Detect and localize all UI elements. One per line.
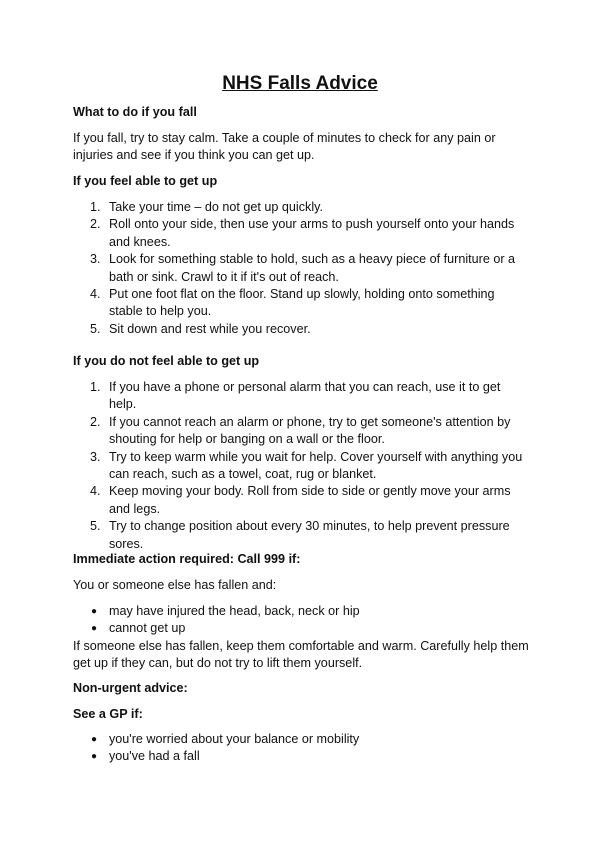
subheading-see-a-gp: See a GP if: [73,707,143,721]
list-item-text: may have injured the head, back, neck or hip [109,604,360,618]
list-item [73,414,523,449]
section-heading-call-999: Immediate action required: Call 999 if: [73,552,301,566]
list-item [73,748,523,765]
list-item-text: If you have a phone or personal alarm that you can reach, use it to get help. [109,380,501,412]
list-item [73,321,523,338]
list-item [73,620,523,637]
list-item [73,379,523,414]
list-item [73,216,523,251]
list-item [73,251,523,286]
list-item-text: Keep moving your body. Roll from side to side or gently move your arms and legs. [109,484,511,516]
list-number: 5. [90,519,101,534]
bullet-icon: ● [91,623,98,635]
section-heading-not-able-to-get-up: If you do not feel able to get up [73,354,260,368]
call-999-intro: You or someone else has fallen and: [73,578,277,592]
list-item-text: Try to change position about every 30 minutes, to help prevent pressure sores. [109,519,510,551]
list-item [73,518,523,553]
section-heading-non-urgent: Non-urgent advice: [73,681,188,695]
list-item [73,603,523,620]
list-number: 3. [90,252,101,267]
list-item-text: Look for something stable to hold, such as a heavy piece of furniture or a bath or sink. Crawl to it if it's out of reach. [109,252,516,284]
list-number: 2. [90,414,101,429]
list-number: 1. [90,380,101,394]
list-item-text: Take your time – do not get up quickly. [109,200,323,214]
section-heading-able-to-get-up: If you feel able to get up [73,174,218,188]
list-number: 4. [90,287,101,302]
list-item [73,286,523,321]
list-item-text: you've had a fall [109,749,200,764]
bullet-icon: ● [91,734,98,745]
list-item [73,483,523,518]
list-call-999 [73,603,523,638]
section-text-what-to-do: If you fall, try to stay calm. Take a couple of minutes to check for any pain or injuries and see if you think you can get up. [73,131,496,163]
list-not-able-to-get-up [73,379,523,553]
bullet-icon: ● [91,606,98,617]
list-item-text: If you cannot reach an alarm or phone, try to get someone's attention by shouting for help or banging on a wall or the floor. [109,414,511,447]
list-item [73,199,523,216]
list-number: 4. [90,484,101,499]
list-item-text: Roll onto your side, then use your arms to push yourself onto your hands and knees. [109,217,515,249]
page-title: NHS Falls Advice [222,73,378,94]
list-item-text: cannot get up [109,621,186,636]
bullet-icon: ● [91,751,98,763]
call-999-after: If someone else has fallen, keep them comfortable and warm. Carefully help them get up if they can, but do not try to lift them yourself. [73,639,529,671]
section-heading-what-to-do: What to do if you fall [73,105,197,119]
list-number: 2. [90,217,101,232]
list-number: 3. [90,449,101,464]
list-item-text: Put one foot flat on the floor. Stand up slowly, holding onto something stable to help you. [109,287,495,319]
list-item [73,731,523,748]
list-item [73,449,523,484]
list-able-to-get-up [73,199,523,338]
list-number: 1. [90,200,101,214]
list-item-text: Sit down and rest while you recover. [109,321,311,336]
list-number: 5. [90,321,101,336]
list-item-text: Try to keep warm while you wait for help. Cover yourself with anything you can reach, such as a towel, coat, rug or blanket. [109,449,523,482]
list-item-text: you're worried about your balance or mobility [109,732,360,746]
list-see-a-gp [73,731,523,766]
